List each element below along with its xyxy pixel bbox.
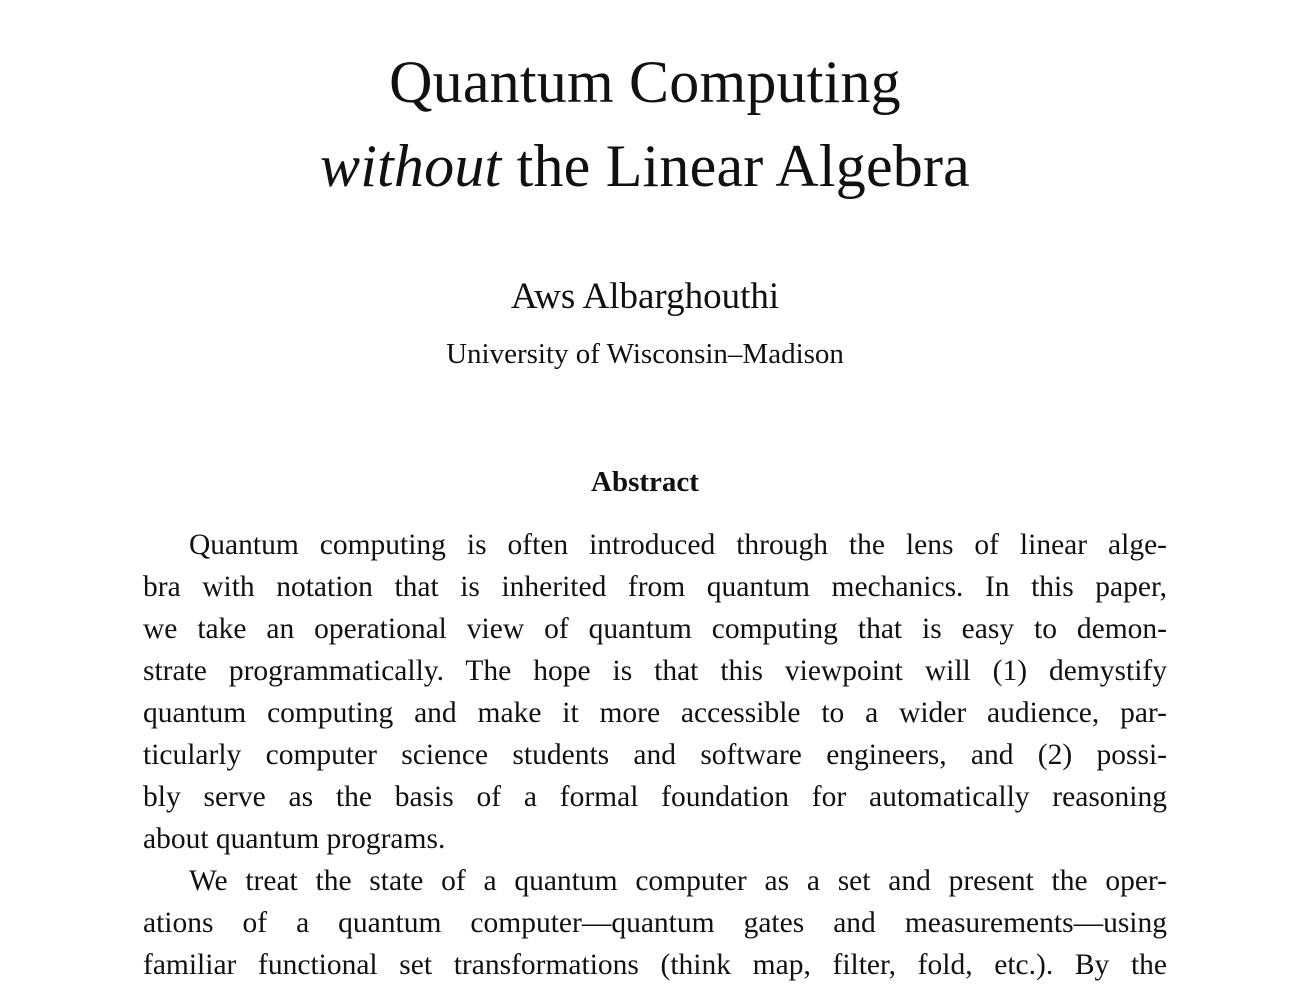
abstract-heading: Abstract: [591, 466, 699, 498]
abstract-line: we take an operational view of quantum computing that is easy to demon-: [143, 613, 1167, 645]
abstract-line: We treat the state of a quantum computer as a set and present the oper-: [189, 865, 1167, 897]
title-line-2: [0, 124, 1290, 208]
paper-title: [0, 40, 1290, 208]
abstract-line: ations of a quantum computer—quantum gates and measurements—using: [143, 907, 1167, 939]
author-name: Aws Albarghouthi: [510, 276, 780, 317]
abstract-line: strate programmatically. The hope is that this viewpoint will (1) demystify: [143, 655, 1167, 687]
abstract-line: bly serve as the basis of a formal foundation for automatically reasoning: [143, 781, 1167, 813]
author-affiliation: University of Wisconsin–Madison: [446, 338, 844, 370]
abstract-line: bra with notation that is inherited from quantum mechanics. In this paper,: [143, 571, 1167, 603]
abstract-line: ticularly computer science students and software engineers, and (2) possi-: [143, 739, 1167, 771]
title-italic-word: without: [319, 133, 502, 199]
abstract-body: [143, 524, 1167, 986]
title-line-1: Quantum Computing: [389, 49, 901, 115]
title-line-2-rest: the Linear Algebra: [501, 133, 971, 199]
abstract-line: quantum computing and make it more accessible to a wider audience, par-: [143, 697, 1167, 729]
abstract-line: familiar functional set transformations (think map, filter, fold, etc.). By the: [143, 949, 1167, 981]
abstract-line: Quantum computing is often introduced through the lens of linear alge-: [189, 529, 1167, 561]
abstract-line: about quantum programs.: [143, 823, 446, 855]
